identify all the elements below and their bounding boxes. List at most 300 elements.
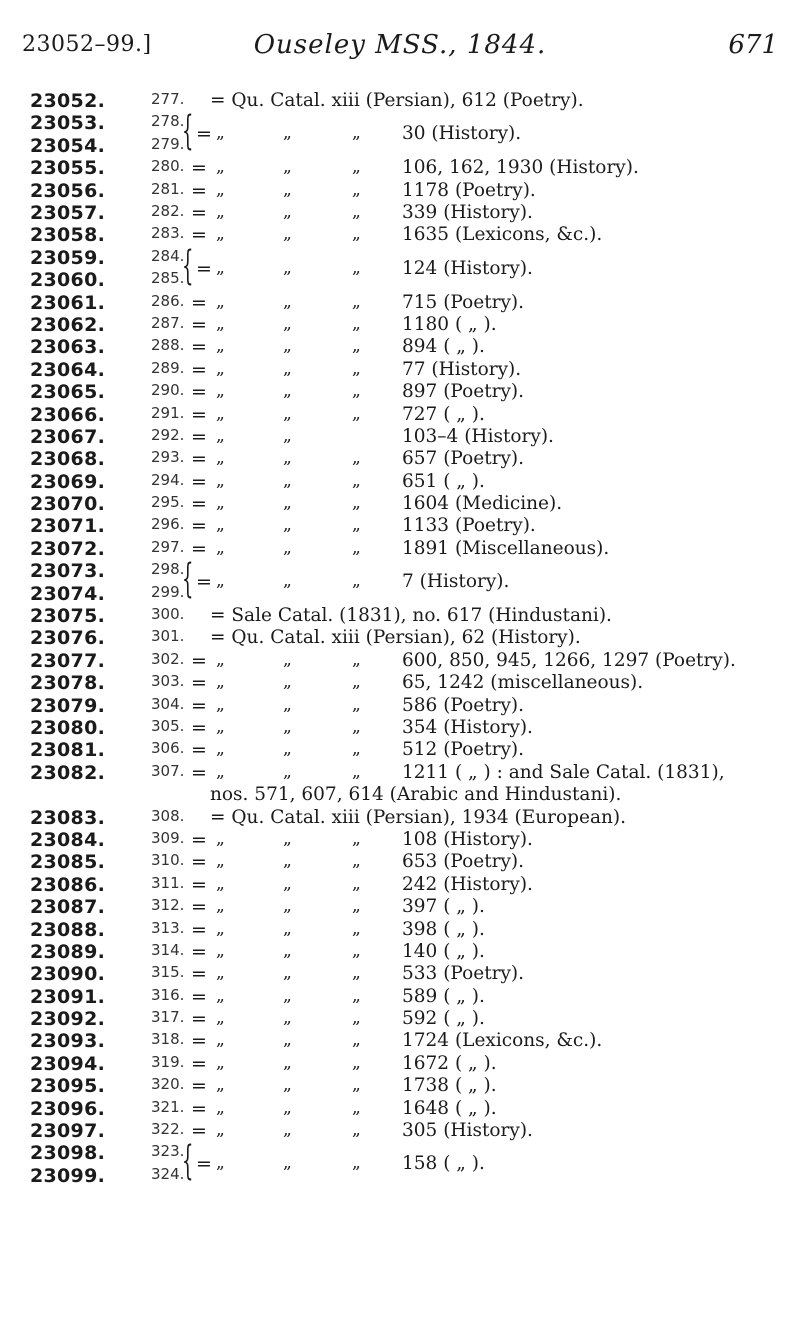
ditto-mark: „	[216, 470, 225, 491]
ditto-mark: „	[352, 694, 361, 715]
ditto-mark: „	[216, 1153, 225, 1174]
catalogue-reference: 242 (History).	[402, 873, 533, 895]
ditto-mark: „	[352, 537, 361, 558]
entry-id: 23053.	[30, 112, 106, 135]
ditto-mark: „	[352, 157, 361, 178]
brace: {	[182, 108, 194, 155]
ditto-mark: „	[283, 963, 292, 984]
equals-sign: =	[191, 851, 207, 874]
equals-sign: =	[191, 313, 207, 336]
ditto-mark: „	[283, 336, 292, 357]
ditto-mark: „	[216, 157, 225, 178]
ditto-mark: „	[283, 1075, 292, 1096]
entry-id: 23083.	[30, 806, 106, 829]
catalogue-reference: 653 (Poetry).	[402, 851, 525, 873]
equals-sign: =	[191, 963, 207, 986]
ditto-mark: „	[216, 739, 225, 760]
entry-row	[0, 180, 800, 202]
ditto-mark: „	[283, 896, 292, 917]
entry-description: = Qu. Catal. xiii (Persian), 612 (Poetry).	[210, 90, 584, 111]
ditto-mark: „	[216, 672, 225, 693]
equals-sign: =	[196, 1153, 212, 1176]
catalogue-reference: 7 (History).	[402, 571, 510, 593]
ditto-mark: „	[216, 224, 225, 245]
entry-number: 301.	[151, 627, 185, 646]
entry-number: 323.	[151, 1142, 185, 1161]
catalogue-reference: 397 ( „ ).	[402, 896, 485, 918]
entry-row	[0, 224, 800, 246]
catalogue-reference: 108 (History).	[402, 828, 533, 850]
entry-id: 23096.	[30, 1097, 106, 1120]
entry-id: 23069.	[30, 470, 106, 493]
catalogue-reference: 1604 (Medicine).	[402, 493, 563, 515]
entry-row	[0, 650, 800, 672]
ditto-mark: „	[216, 201, 225, 222]
equals-sign: =	[191, 537, 207, 560]
ditto-mark: „	[216, 1075, 225, 1096]
ditto-mark: „	[352, 403, 361, 424]
catalogue-reference: 30 (History).	[402, 123, 522, 145]
catalogue-reference: 727 ( „ ).	[402, 403, 485, 425]
entry-row	[0, 1053, 800, 1075]
entry-number: 290.	[151, 381, 185, 400]
catalogue-reference: 103–4 (History).	[402, 425, 554, 447]
entry-row	[0, 381, 800, 403]
entry-id: 23060.	[30, 269, 106, 292]
entry-row	[0, 717, 800, 739]
entry-id: 23098.	[30, 1142, 106, 1165]
equals-sign: =	[191, 985, 207, 1008]
catalogue-reference: 600, 850, 945, 1266, 1297 (Poetry).	[402, 649, 736, 671]
entry-row	[0, 605, 800, 627]
ditto-mark: „	[216, 313, 225, 334]
entry-id: 23059.	[30, 246, 106, 269]
ditto-mark: „	[352, 381, 361, 402]
entry-number: 324.	[151, 1164, 185, 1183]
ditto-mark: „	[352, 1008, 361, 1029]
entry-id: 23090.	[30, 963, 106, 986]
ditto-mark: „	[216, 291, 225, 312]
catalogue-reference: 715 (Poetry).	[402, 291, 525, 313]
ditto-mark: „	[283, 313, 292, 334]
entry-number: 294.	[151, 470, 185, 489]
ditto-mark: „	[283, 448, 292, 469]
entry-number: 284.	[151, 246, 185, 265]
ditto-mark: „	[283, 985, 292, 1006]
ditto-mark: „	[216, 716, 225, 737]
ditto-mark: „	[216, 448, 225, 469]
entry-number: 316.	[151, 985, 185, 1004]
entry-row	[0, 404, 800, 426]
ditto-mark: „	[352, 828, 361, 849]
equals-sign: =	[191, 336, 207, 359]
entry-id: 23076.	[30, 627, 106, 650]
catalogue-reference: 657 (Poetry).	[402, 448, 525, 470]
equals-sign: =	[191, 425, 207, 448]
entry-number: 300.	[151, 605, 185, 624]
ditto-mark: „	[216, 358, 225, 379]
entry-row	[0, 695, 800, 717]
equals-sign: =	[191, 940, 207, 963]
entry-id: 23072.	[30, 537, 106, 560]
page-number: 671	[728, 30, 778, 60]
entry-number: 289.	[151, 358, 185, 377]
ditto-mark: „	[352, 224, 361, 245]
entry-row	[0, 202, 800, 224]
ditto-mark: „	[283, 1153, 292, 1174]
entry-number: 292.	[151, 425, 185, 444]
entry-row	[0, 762, 800, 784]
entry-id: 23063.	[30, 336, 106, 359]
ditto-mark: „	[352, 918, 361, 939]
entry-number: 306.	[151, 739, 185, 758]
entry-pair	[0, 108, 800, 157]
entry-id: 23089.	[30, 940, 106, 963]
ditto-mark: „	[283, 1097, 292, 1118]
ditto-mark: „	[352, 571, 361, 592]
entry-id: 23075.	[30, 605, 106, 628]
ditto-mark: „	[216, 851, 225, 872]
ditto-mark: „	[352, 739, 361, 760]
entry-number: 321.	[151, 1097, 185, 1116]
ditto-mark: „	[352, 358, 361, 379]
entry-row	[0, 359, 800, 381]
entry-id: 23061.	[30, 291, 106, 314]
equals-sign: =	[196, 571, 212, 594]
entry-number: 298.	[151, 560, 185, 579]
entry-number: 282.	[151, 201, 185, 220]
entry-row	[0, 829, 800, 851]
entry-id: 23071.	[30, 515, 106, 538]
entry-row	[0, 874, 800, 896]
ditto-mark: „	[352, 515, 361, 536]
brace: {	[182, 556, 194, 603]
entry-number: 313.	[151, 918, 185, 937]
ditto-mark: „	[283, 123, 292, 144]
entry-number: 287.	[151, 313, 185, 332]
ditto-mark: „	[283, 716, 292, 737]
ditto-mark: „	[216, 425, 225, 446]
entry-id: 23073.	[30, 560, 106, 583]
entry-number: 293.	[151, 448, 185, 467]
ditto-mark: „	[216, 403, 225, 424]
ditto-mark: „	[283, 403, 292, 424]
entry-number: 280.	[151, 157, 185, 176]
entry-number: 295.	[151, 493, 185, 512]
catalogue-entries	[0, 90, 800, 1187]
catalogue-reference: 106, 162, 1930 (History).	[402, 157, 639, 179]
entry-id: 23082.	[30, 761, 106, 784]
entry-id: 23091.	[30, 985, 106, 1008]
entry-id: 23074.	[30, 582, 106, 605]
ditto-mark: „	[283, 537, 292, 558]
entry-id: 23095.	[30, 1075, 106, 1098]
ditto-mark: „	[283, 918, 292, 939]
entry-pair	[0, 1138, 800, 1187]
catalogue-reference: 592 ( „ ).	[402, 1008, 485, 1030]
entry-id: 23065.	[30, 381, 106, 404]
equals-sign: =	[191, 470, 207, 493]
ditto-mark: „	[216, 1030, 225, 1051]
entry-row	[0, 292, 800, 314]
entry-row	[0, 157, 800, 179]
catalogue-reference: 339 (History).	[402, 201, 533, 223]
equals-sign: =	[191, 224, 207, 247]
ditto-mark: „	[216, 649, 225, 670]
entry-number: 279.	[151, 134, 185, 153]
ditto-mark: „	[216, 123, 225, 144]
entry-id: 23088.	[30, 918, 106, 941]
ditto-mark: „	[216, 1008, 225, 1029]
equals-sign: =	[191, 1030, 207, 1053]
entry-number: 285.	[151, 269, 185, 288]
ditto-mark: „	[283, 694, 292, 715]
ditto-mark: „	[216, 963, 225, 984]
entry-number: 291.	[151, 403, 185, 422]
entry-id: 23087.	[30, 896, 106, 919]
ditto-mark: „	[283, 381, 292, 402]
ditto-mark: „	[216, 493, 225, 514]
equals-sign: =	[196, 123, 212, 146]
ditto-mark: „	[216, 515, 225, 536]
catalogue-reference: 140 ( „ ).	[402, 940, 485, 962]
entry-row	[0, 1075, 800, 1097]
ditto-mark: „	[283, 257, 292, 278]
catalogue-reference: 354 (History).	[402, 716, 533, 738]
ditto-mark: „	[283, 761, 292, 782]
catalogue-reference: 77 (History).	[402, 358, 522, 380]
ditto-mark: „	[352, 940, 361, 961]
equals-sign: =	[196, 257, 212, 280]
entry-row	[0, 919, 800, 941]
running-title	[22, 30, 778, 60]
entry-id: 23079.	[30, 694, 106, 717]
entry-number: 315.	[151, 963, 185, 982]
ditto-mark: „	[283, 425, 292, 446]
brace: {	[182, 1138, 194, 1185]
entry-id: 23094.	[30, 1052, 106, 1075]
entry-row	[0, 90, 800, 112]
entry-number: 297.	[151, 537, 185, 556]
entry-row	[0, 941, 800, 963]
entry-row	[0, 426, 800, 448]
ditto-mark: „	[216, 896, 225, 917]
entry-id: 23078.	[30, 672, 106, 695]
ditto-mark: „	[216, 828, 225, 849]
ditto-mark: „	[283, 1008, 292, 1029]
ditto-mark: „	[352, 291, 361, 312]
entry-description: = Qu. Catal. xiii (Persian), 62 (History).	[210, 627, 581, 649]
catalogue-reference: 1724 (Lexicons, &c.).	[402, 1030, 603, 1052]
catalogue-reference: 1635 (Lexicons, &c.).	[402, 224, 603, 246]
equals-sign: =	[191, 1075, 207, 1098]
entry-id: 23097.	[30, 1120, 106, 1143]
ditto-mark: „	[216, 873, 225, 894]
entry-row	[0, 851, 800, 873]
catalogue-reference: 897 (Poetry).	[402, 381, 525, 403]
catalogue-reference: 305 (History).	[402, 1120, 533, 1142]
page-range: 23052–99.]	[22, 32, 152, 57]
entry-id: 23086.	[30, 873, 106, 896]
entry-row	[0, 807, 800, 829]
ditto-mark: „	[352, 716, 361, 737]
equals-sign: =	[191, 381, 207, 404]
ditto-mark: „	[352, 123, 361, 144]
equals-sign: =	[191, 716, 207, 739]
catalogue-reference: 1211 ( „ ) : and Sale Catal. (1831),	[402, 761, 725, 783]
ditto-mark: „	[283, 940, 292, 961]
ditto-mark: „	[216, 571, 225, 592]
entry-id: 23055.	[30, 157, 106, 180]
entry-row	[0, 515, 800, 537]
entry-row	[0, 1098, 800, 1120]
entry-description: = Sale Catal. (1831), no. 617 (Hindustani).	[210, 605, 612, 627]
entry-number: 317.	[151, 1008, 185, 1027]
entry-id: 23058.	[30, 224, 106, 247]
ditto-mark: „	[352, 1052, 361, 1073]
equals-sign: =	[191, 291, 207, 314]
ditto-mark: „	[216, 1120, 225, 1141]
ditto-mark: „	[352, 873, 361, 894]
ditto-mark: „	[352, 179, 361, 200]
ditto-mark: „	[283, 493, 292, 514]
equals-sign: =	[191, 1097, 207, 1120]
ditto-mark: „	[283, 358, 292, 379]
equals-sign: =	[191, 358, 207, 381]
ditto-mark: „	[352, 257, 361, 278]
ditto-mark: „	[216, 940, 225, 961]
ditto-mark: „	[216, 918, 225, 939]
equals-sign: =	[191, 828, 207, 851]
ditto-mark: „	[283, 873, 292, 894]
entry-id: 23056.	[30, 179, 106, 202]
catalogue-reference: 533 (Poetry).	[402, 963, 525, 985]
entry-id: 23092.	[30, 1008, 106, 1031]
ditto-mark: „	[283, 291, 292, 312]
entry-pair	[0, 242, 800, 292]
catalogue-reference: 894 ( „ ).	[402, 336, 485, 358]
equals-sign: =	[191, 403, 207, 426]
entry-number: 311.	[151, 873, 185, 892]
ditto-mark: „	[216, 537, 225, 558]
entry-id: 23077.	[30, 649, 106, 672]
equals-sign: =	[191, 448, 207, 471]
entry-number: 296.	[151, 515, 185, 534]
entry-number: 312.	[151, 896, 185, 915]
ditto-mark: „	[352, 313, 361, 334]
ditto-mark: „	[216, 1052, 225, 1073]
entry-row	[0, 739, 800, 761]
ditto-mark: „	[216, 336, 225, 357]
ditto-mark: „	[352, 1030, 361, 1051]
entry-row	[0, 986, 800, 1008]
entry-continuation	[0, 784, 800, 806]
entry-row	[0, 493, 800, 515]
entry-number: 319.	[151, 1052, 185, 1071]
entry-id: 23070.	[30, 493, 106, 516]
entry-description: = Qu. Catal. xiii (Persian), 1934 (European).	[210, 806, 626, 828]
ditto-mark: „	[352, 336, 361, 357]
entry-number: 314.	[151, 940, 185, 959]
entry-number: 310.	[151, 851, 185, 870]
entry-id: 23057.	[30, 201, 106, 224]
ditto-mark: „	[352, 1097, 361, 1118]
entry-id: 23066.	[30, 403, 106, 426]
ditto-mark: „	[283, 649, 292, 670]
entry-row	[0, 963, 800, 985]
ditto-mark: „	[352, 963, 361, 984]
equals-sign: =	[191, 493, 207, 516]
equals-sign: =	[191, 694, 207, 717]
equals-sign: =	[191, 179, 207, 202]
ditto-mark: „	[352, 1075, 361, 1096]
ditto-mark: „	[352, 985, 361, 1006]
entry-number: 318.	[151, 1030, 185, 1049]
ditto-mark: „	[216, 257, 225, 278]
equals-sign: =	[191, 739, 207, 762]
ditto-mark: „	[352, 470, 361, 491]
entry-number: 304.	[151, 694, 185, 713]
catalogue-reference: 586 (Poetry).	[402, 694, 525, 716]
catalogue-reference: 1738 ( „ ).	[402, 1075, 497, 1097]
ditto-mark: „	[283, 1052, 292, 1073]
catalogue-reference: 1178 (Poetry).	[402, 179, 536, 201]
entry-row	[0, 896, 800, 918]
entry-id: 23064.	[30, 358, 106, 381]
ditto-mark: „	[352, 761, 361, 782]
entry-id: 23052.	[30, 90, 106, 112]
entry-number: 320.	[151, 1075, 185, 1094]
ditto-mark: „	[352, 896, 361, 917]
catalogue-reference: 512 (Poetry).	[402, 739, 525, 761]
equals-sign: =	[191, 761, 207, 784]
catalogue-reference: 1891 (Miscellaneous).	[402, 537, 610, 559]
ditto-mark: „	[216, 381, 225, 402]
entry-number: 281.	[151, 179, 185, 198]
ditto-mark: „	[283, 851, 292, 872]
entry-pair	[0, 556, 800, 605]
ditto-mark: „	[216, 179, 225, 200]
equals-sign: =	[191, 649, 207, 672]
entry-row	[0, 627, 800, 649]
ditto-mark: „	[283, 201, 292, 222]
equals-sign: =	[191, 1008, 207, 1031]
entry-id: 23080.	[30, 716, 106, 739]
ditto-mark: „	[352, 851, 361, 872]
entry-number: 277.	[151, 90, 185, 108]
ditto-mark: „	[216, 694, 225, 715]
ditto-mark: „	[352, 1153, 361, 1174]
ditto-mark: „	[352, 448, 361, 469]
catalogue-reference: 1133 (Poetry).	[402, 515, 536, 537]
entry-row	[0, 1008, 800, 1030]
entry-number: 305.	[151, 716, 185, 735]
entry-number: 299.	[151, 582, 185, 601]
ditto-mark: „	[352, 649, 361, 670]
catalogue-reference: 124 (History).	[402, 257, 533, 279]
catalogue-reference: 1648 ( „ ).	[402, 1097, 497, 1119]
entry-id: 23068.	[30, 448, 106, 471]
entry-id: 23099.	[30, 1164, 106, 1187]
equals-sign: =	[191, 157, 207, 180]
ditto-mark: „	[283, 470, 292, 491]
entry-number: 302.	[151, 649, 185, 668]
title-main: Ouseley MSS.	[253, 30, 449, 60]
equals-sign: =	[191, 896, 207, 919]
ditto-mark: „	[352, 672, 361, 693]
equals-sign: =	[191, 1120, 207, 1143]
entry-id: 23062.	[30, 313, 106, 336]
